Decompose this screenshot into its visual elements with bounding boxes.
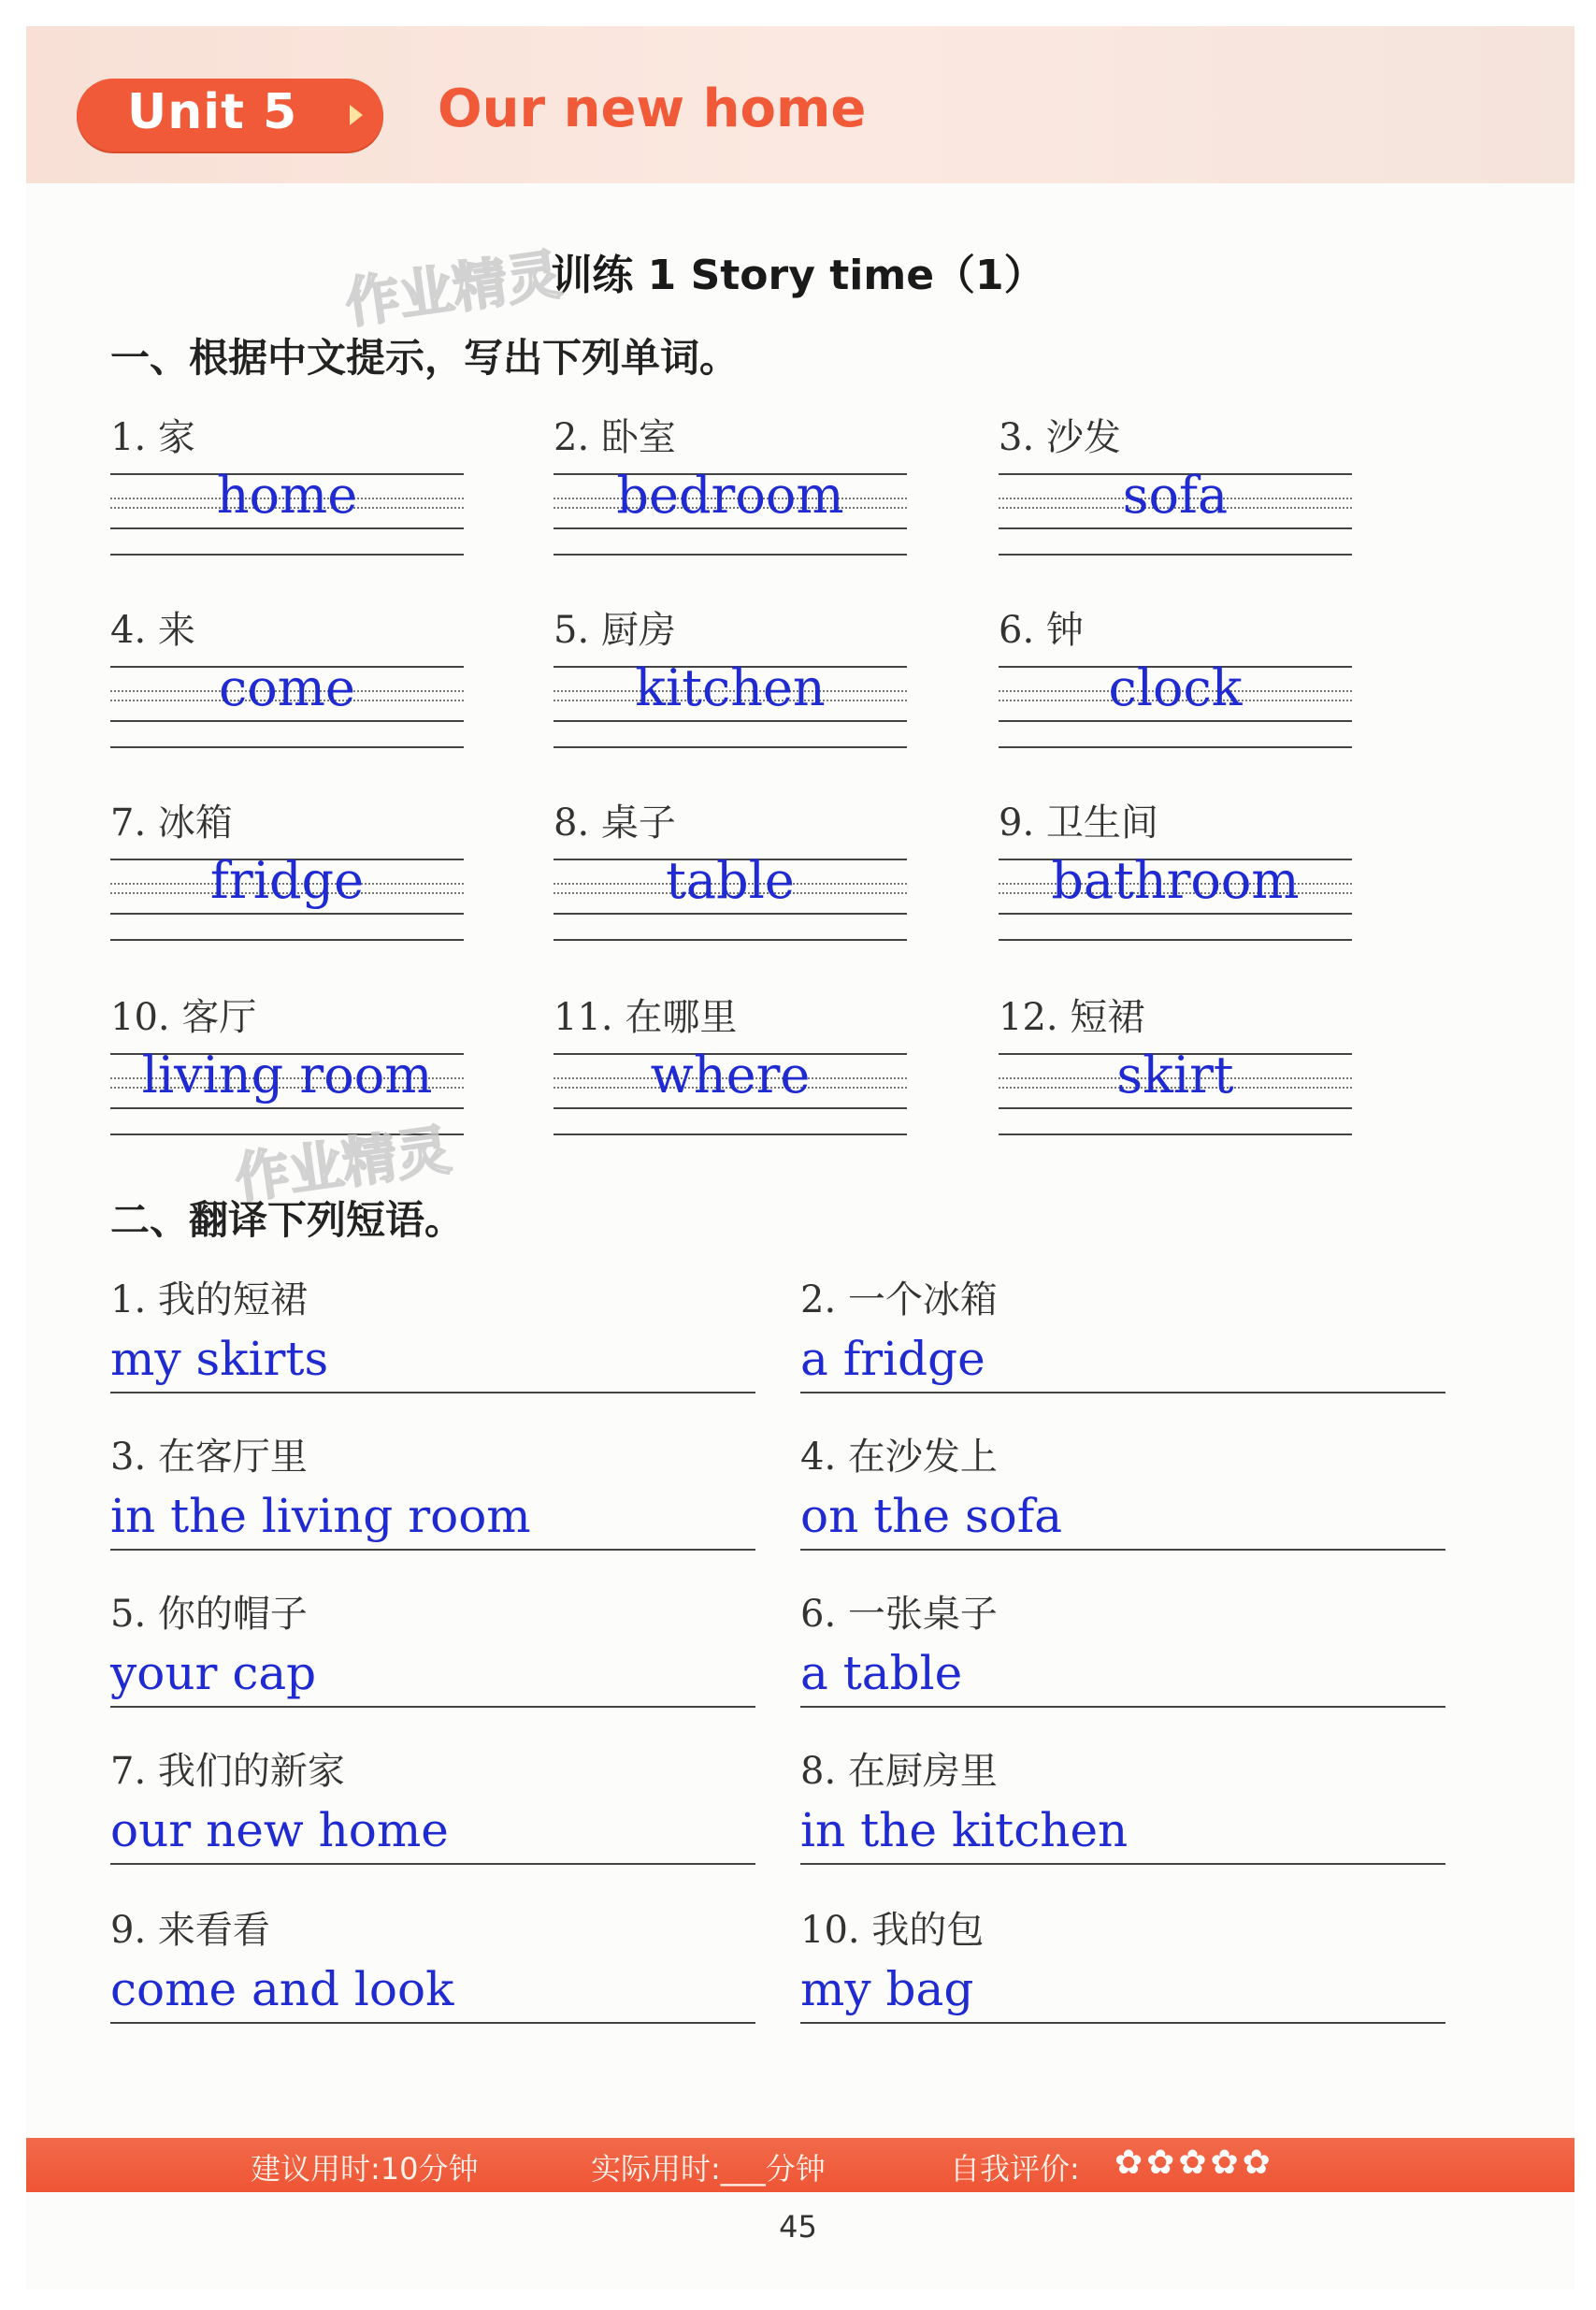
word-item <box>999 600 1352 778</box>
phrase-answer[interactable]: a fridge <box>800 1332 985 1386</box>
word-answer[interactable]: skirt <box>1116 1046 1234 1104</box>
word-item <box>999 793 1352 971</box>
word-item <box>110 600 464 778</box>
guide-line <box>999 720 1352 722</box>
phrase-item <box>110 1427 755 1584</box>
word-prompt: 9. 卫生间 <box>999 801 1158 845</box>
word-item <box>554 408 907 585</box>
word-item <box>554 600 907 778</box>
guide-line <box>554 746 907 748</box>
word-prompt: 12. 短裙 <box>999 996 1145 1039</box>
word-answer[interactable]: bathroom <box>1051 851 1300 910</box>
word-item <box>110 793 464 971</box>
phrase-item <box>800 1270 1445 1427</box>
guide-line <box>110 1107 464 1109</box>
phrase-item <box>110 1900 755 2057</box>
word-answer[interactable]: kitchen <box>635 658 826 717</box>
word-item <box>554 793 907 971</box>
guide-line <box>554 554 907 556</box>
unit-badge <box>77 79 383 152</box>
guide-line <box>999 746 1352 748</box>
guide-line <box>999 1107 1352 1109</box>
phrase-item <box>110 1270 755 1427</box>
phrase-prompt: 9. 来看看 <box>110 1909 270 1952</box>
phrase-item <box>110 1741 755 1899</box>
lesson-title: 训练 1 Story time（1） <box>551 252 1045 299</box>
answer-line <box>110 1706 755 1708</box>
guide-line <box>999 913 1352 915</box>
watermark: 作业精灵 <box>341 242 566 336</box>
word-item <box>110 408 464 585</box>
answer-line <box>800 1863 1445 1865</box>
word-prompt: 4. 来 <box>110 609 195 652</box>
phrase-answer[interactable]: a table <box>800 1646 963 1700</box>
word-prompt: 7. 冰箱 <box>110 801 233 845</box>
guide-line <box>999 939 1352 941</box>
phrase-prompt: 7. 我们的新家 <box>110 1750 345 1793</box>
phrase-answer[interactable]: my skirts <box>110 1332 329 1386</box>
answer-line <box>110 2022 755 2024</box>
word-answer[interactable]: home <box>216 466 358 525</box>
part-one-heading: 一、根据中文提示，写出下列单词。 <box>110 335 740 381</box>
word-prompt: 1. 家 <box>110 416 195 459</box>
guide-line <box>110 554 464 556</box>
guide-line <box>110 527 464 529</box>
phrase-item <box>800 1900 1445 2057</box>
phrase-answer[interactable]: my bag <box>800 1962 974 2016</box>
word-item <box>999 988 1352 1165</box>
answer-line <box>800 1392 1445 1393</box>
unit-label: Unit 5 <box>127 84 298 140</box>
phrase-answer[interactable]: your cap <box>110 1646 317 1700</box>
phrase-prompt: 3. 在客厅里 <box>110 1436 308 1479</box>
word-answer[interactable]: where <box>650 1046 811 1104</box>
word-item <box>999 408 1352 585</box>
word-answer[interactable]: fridge <box>209 851 365 910</box>
phrase-prompt: 2. 一个冰箱 <box>800 1278 998 1321</box>
word-prompt: 3. 沙发 <box>999 416 1121 459</box>
word-answer[interactable]: bedroom <box>616 466 844 525</box>
suggested-time: 建议用时:10分钟 <box>251 2151 479 2187</box>
phrase-prompt: 1. 我的短裙 <box>110 1278 308 1321</box>
phrase-prompt: 10. 我的包 <box>800 1909 985 1952</box>
word-prompt: 11. 在哪里 <box>554 996 738 1039</box>
guide-line <box>110 746 464 748</box>
guide-line <box>554 527 907 529</box>
word-answer[interactable]: living room <box>141 1046 433 1104</box>
guide-line <box>999 1133 1352 1135</box>
answer-line <box>800 1549 1445 1551</box>
guide-line <box>554 913 907 915</box>
word-prompt: 10. 客厅 <box>110 996 257 1039</box>
word-answer[interactable]: come <box>219 658 355 717</box>
word-item <box>554 988 907 1165</box>
guide-line <box>110 939 464 941</box>
phrase-answer[interactable]: on the sofa <box>800 1489 1063 1543</box>
rating-stars-icon[interactable]: ✿✿✿✿✿ <box>1114 2144 1274 2182</box>
answer-line <box>110 1549 755 1551</box>
guide-line <box>110 913 464 915</box>
phrase-answer[interactable]: in the kitchen <box>800 1803 1129 1857</box>
page-number: 45 <box>779 2209 817 2245</box>
part-two-heading: 二、翻译下列短语。 <box>110 1197 465 1243</box>
word-answer[interactable]: clock <box>1108 658 1243 717</box>
guide-line <box>554 1107 907 1109</box>
phrase-item <box>800 1427 1445 1584</box>
guide-line <box>999 527 1352 529</box>
watermark: 作业精灵 <box>231 1118 455 1211</box>
guide-line <box>554 939 907 941</box>
word-prompt: 5. 厨房 <box>554 609 676 652</box>
answer-line <box>110 1392 755 1393</box>
phrase-item <box>110 1584 755 1741</box>
answer-line <box>800 2022 1445 2024</box>
phrase-prompt: 5. 你的帽子 <box>110 1593 308 1636</box>
guide-line <box>999 554 1352 556</box>
arrow-right-icon <box>350 105 363 125</box>
actual-time: 实际用时:___分钟 <box>591 2151 826 2187</box>
word-prompt: 6. 钟 <box>999 609 1084 652</box>
word-prompt: 2. 卧室 <box>554 416 676 459</box>
self-evaluation-label: 自我评价: <box>950 2151 1080 2187</box>
phrase-item <box>800 1741 1445 1899</box>
phrase-answer[interactable]: come and look <box>110 1962 454 2016</box>
answer-line <box>110 1863 755 1865</box>
guide-line <box>554 1133 907 1135</box>
guide-line <box>554 720 907 722</box>
guide-line <box>110 720 464 722</box>
word-prompt: 8. 桌子 <box>554 801 676 845</box>
footer-bar <box>26 2138 1574 2192</box>
phrase-prompt: 8. 在厨房里 <box>800 1750 998 1793</box>
phrase-item <box>800 1584 1445 1741</box>
phrase-answer[interactable]: our new home <box>110 1803 449 1857</box>
unit-title: Our new home <box>438 79 867 139</box>
phrase-prompt: 6. 一张桌子 <box>800 1593 998 1636</box>
word-answer[interactable]: table <box>666 851 795 910</box>
answer-line <box>800 1706 1445 1708</box>
phrase-answer[interactable]: in the living room <box>110 1489 531 1543</box>
phrase-prompt: 4. 在沙发上 <box>800 1436 998 1479</box>
word-answer[interactable]: sofa <box>1122 466 1229 525</box>
